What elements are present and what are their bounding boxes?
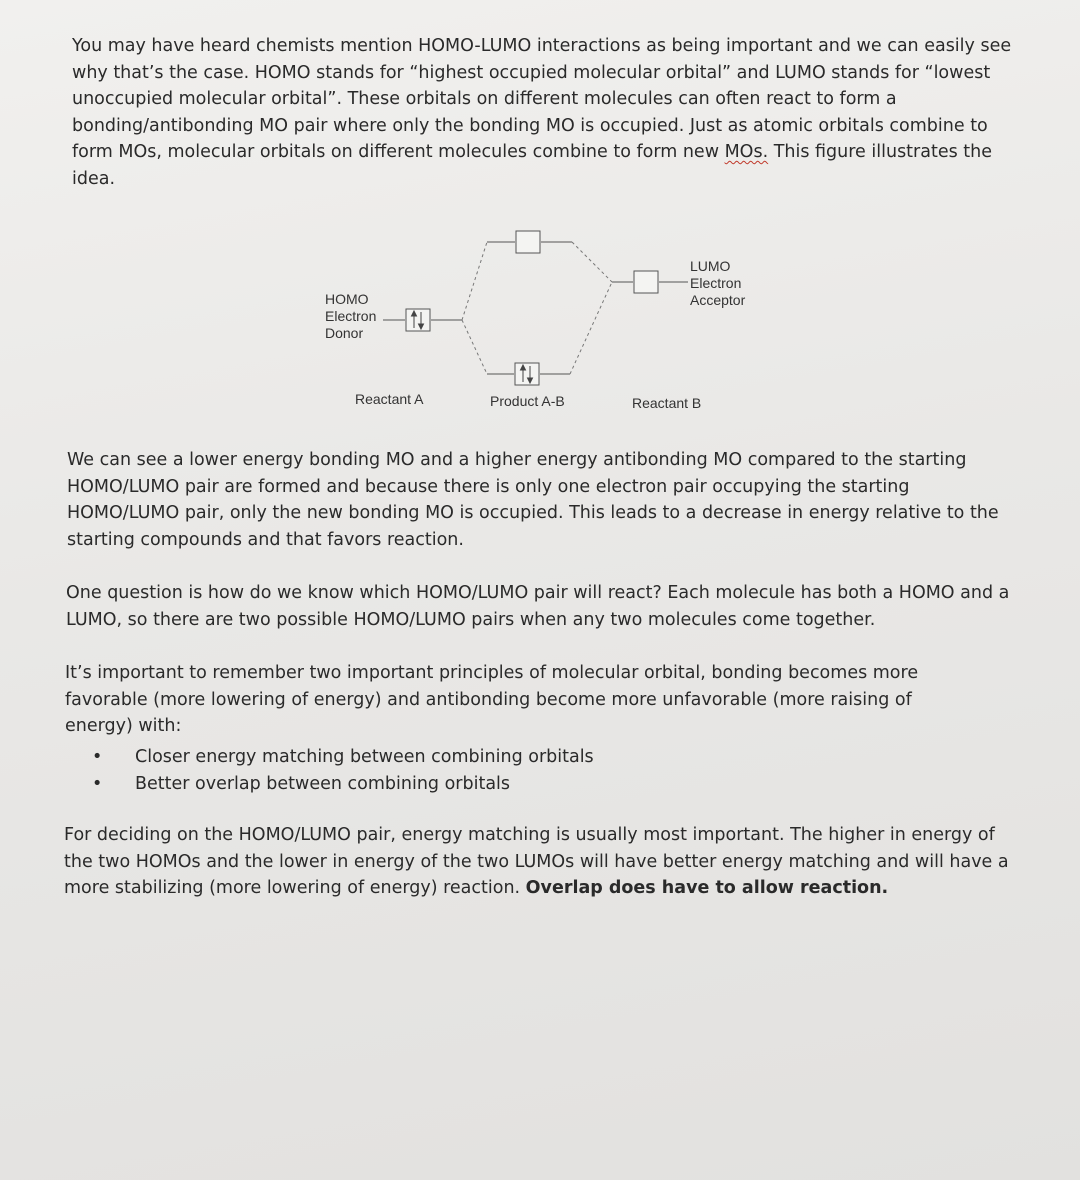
homo-to-antibonding-dash <box>462 242 487 320</box>
antibonding-orbital-box <box>516 231 540 253</box>
bonding-orbital-box <box>515 363 539 385</box>
homo-orbital-box <box>406 309 430 331</box>
lumo-label <box>690 258 745 309</box>
mo-diagram-lines <box>0 0 1080 440</box>
homo-to-bonding-dash <box>462 320 487 374</box>
conclusion-bold-text: Overlap does have to allow reaction. <box>525 878 889 898</box>
lumo-label-line-1: LUMO <box>690 258 731 274</box>
homo-label-line-1: HOMO <box>325 291 369 307</box>
homo-label-line-3: Donor <box>325 325 364 341</box>
reactant-b-label: Reactant B <box>632 395 702 411</box>
reactant-a-label: Reactant A <box>355 391 424 407</box>
list-item-text: Better overlap between combining orbitals <box>135 773 511 794</box>
mo-diagram <box>0 0 1080 440</box>
homo-label <box>325 291 376 342</box>
product-label: Product A-B <box>490 393 565 409</box>
question-paragraph: One question is how do we know which HOMO/LUMO pair will react? Each molecule has both a HOMO and a LUMO, so there are two possible HOMO/LUMO pairs when any two molecules come together. <box>66 583 1010 630</box>
principles-list <box>92 744 594 797</box>
bonding-to-lumo-dash <box>570 282 612 374</box>
principles-paragraph: It’s important to remember two important principles of molecular orbital, bonding becomes more favorable (more lowering of energy) and antibonding become more unfavorable (more raising of energy) with: <box>65 663 919 736</box>
list-item <box>92 744 594 771</box>
conclusion-paragraph <box>64 822 1024 902</box>
bullet-marker: • <box>92 747 103 767</box>
lumo-label-line-3: Acceptor <box>690 292 746 308</box>
mos-word: MOs. <box>724 142 769 162</box>
bullet-marker: • <box>92 773 103 794</box>
intro-text-2: This figure illustrates the idea. <box>72 142 992 189</box>
homo-label-line-2: Electron <box>325 308 377 324</box>
list-item-text: Closer energy matching between combining orbitals <box>135 747 594 767</box>
intro-text-1: You may have heard chemists mention HOMO-LUMO interactions as being important and we can easily see why that’s the case. HOMO stands for “highest occupied molecular orbital” and LUMO stands for “lowest unoccupied molecular orbital”. These orbitals on different molecules can often react to form a bonding/antibonding MO pair where only the bonding MO is occupied. Just as atomic orbitals combine to form MOs, molecular orbitals on different molecules combine to form new <box>72 36 1012 162</box>
conclusion-text: For deciding on the HOMO/LUMO pair, energy matching is usually most important. The higher in energy of the two HOMOs and the lower in energy of the two LUMOs will have better energy matching and will have a more stabilizing (more lowering of energy) reaction. <box>64 825 1009 898</box>
lumo-label-line-2: Electron <box>690 275 742 291</box>
list-item <box>92 771 594 798</box>
lumo-orbital-box <box>634 271 658 293</box>
bonding-explanation-paragraph: We can see a lower energy bonding MO and a higher energy antibonding MO compared to the starting HOMO/LUMO pair are formed and because there is only one electron pair occupying the starting HOMO/LUMO pair, only the new bonding MO is occupied. This leads to a decrease in energy relative to the starting compounds and that favors reaction. <box>67 450 999 550</box>
antibonding-to-lumo-dash <box>572 242 612 282</box>
